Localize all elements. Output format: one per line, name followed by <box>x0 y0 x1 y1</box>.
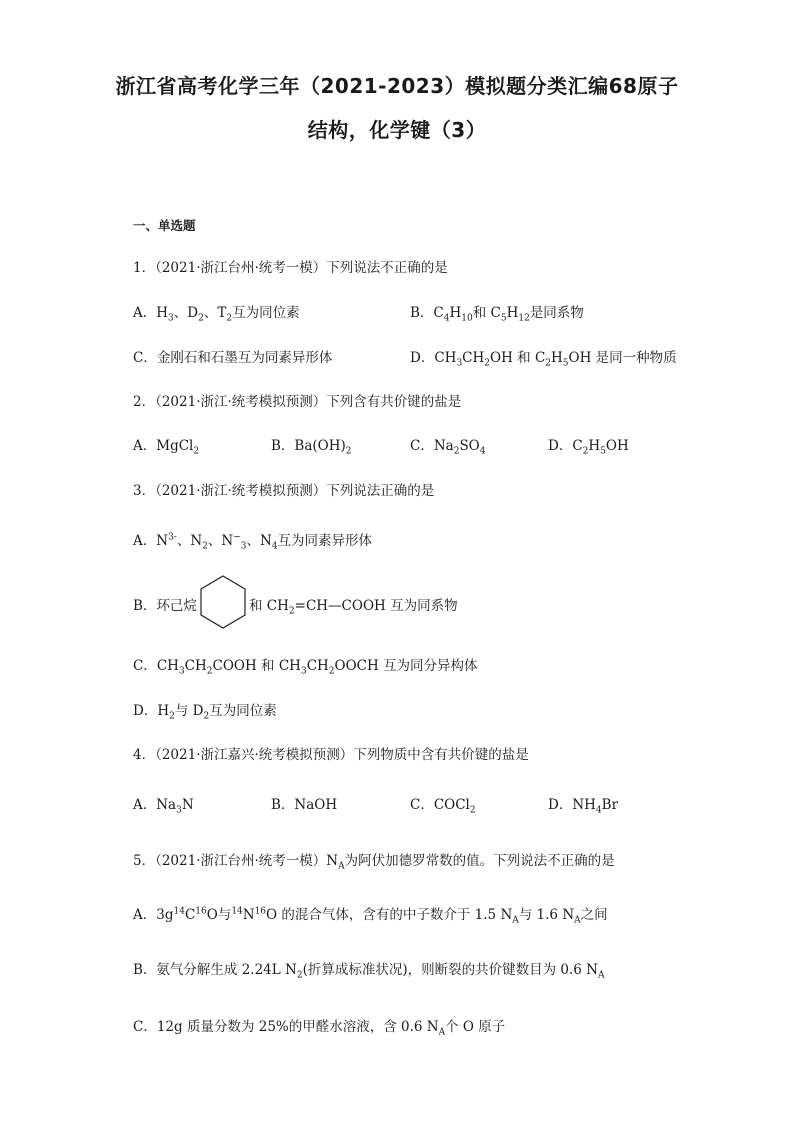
q3-option-b-label: B．环己烷 <box>133 598 197 614</box>
q5-option-a: A．$3g^{14}C^{16}O$与$^{14}N^{16}O$ 的混合气体，含有的中子数介于 1.5 $N_A$与 1.6 $N_A$之间 <box>133 906 608 926</box>
q3-stem: 3．（2021·浙江·统考模拟预测）下列说法正确的是 <box>133 483 435 499</box>
document-title-line2: 结构，化学键（3） <box>307 118 487 142</box>
q2-option-b: B．$Ba(OH)_2$ <box>271 438 352 457</box>
q4-option-a: A．$Na_3N$ <box>133 797 194 816</box>
q4-option-d: D．$NH_4Br$ <box>548 797 619 816</box>
q2-option-c: C．$Na_2SO_4$ <box>410 438 486 457</box>
q4-option-c: C．COCl$_2$ <box>410 797 476 816</box>
q4-stem: 4．（2021·浙江嘉兴·统考模拟预测）下列物质中含有共价键的盐是 <box>133 747 529 763</box>
q3-option-a: A．$N^{3-}$、$N_2$、$N^-_3$、$N_4$互为同素异形体 <box>133 532 373 552</box>
cyclohexane-structure-image <box>198 574 248 630</box>
q2-stem: 2．（2021·浙江·统考模拟预测）下列含有共价键的盐是 <box>133 394 462 410</box>
q2-option-a: A．MgCl$_2$ <box>133 438 200 457</box>
q1-option-d: D．$CH_3CH_2OH$ 和 $C_2H_5OH$ 是同一种物质 <box>410 350 677 369</box>
document-title-line1: 浙江省高考化学三年（2021-2023）模拟题分类汇编68原子 <box>115 74 679 98</box>
q5-option-b: B．氨气分解生成 2.24L $N_2$(折算成标准状况)，则断裂的共价键数目为 0.6 $N_A$ <box>133 962 605 981</box>
q1-option-b: B．$C_4H_{10}$和 $C_5H_{12}$是同系物 <box>410 305 584 324</box>
q2-option-d: D．$C_2H_5OH$ <box>548 438 629 457</box>
q4-option-b: B．NaOH <box>271 797 338 813</box>
q1-option-a: A．$H_3$、$D_2$、$T_2$互为同位素 <box>133 305 300 324</box>
q1-option-c: C．金刚石和石墨互为同素异形体 <box>133 350 333 366</box>
q3-option-c: C．$CH_3CH_2COOH$ 和 $CH_3CH_2OOCH$ 互为同分异构体 <box>133 658 478 677</box>
q5-stem: 5．（2021·浙江台州·统考一模）$N_A$为阿伏加德罗常数的值。下列说法不正确的是 <box>133 853 615 872</box>
q3-option-d: D．$H_2$与 $D_2$互为同位素 <box>133 703 277 722</box>
q5-option-c: C．12g 质量分数为 25%的甲醛水溶液，含 0.6 $N_A$个 O 原子 <box>133 1019 506 1038</box>
section-heading: 一、单选题 <box>133 218 196 233</box>
q3-option-b-rest: 和 $CH_2=CH—COOH$ 互为同系物 <box>249 598 458 617</box>
q1-stem: 1．（2021·浙江台州·统考一模）下列说法不正确的是 <box>133 260 448 276</box>
